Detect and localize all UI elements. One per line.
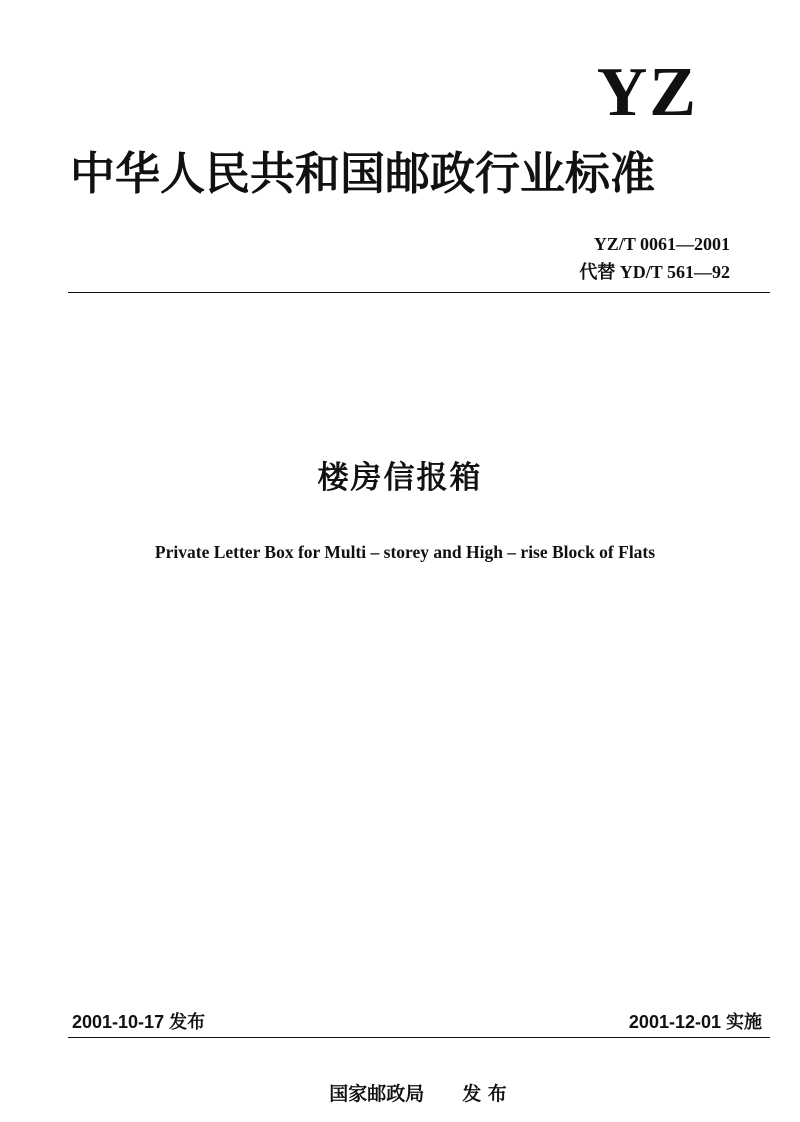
document-title-chinese: 楼房信报箱: [317, 460, 483, 496]
publisher: 国家邮政局 发 布: [329, 1083, 507, 1105]
standard-number: YZ/T 0061—2001: [593, 234, 730, 254]
replaces-standard: 代替 YD/T 561—92: [579, 262, 730, 282]
standard-category-title: 中华人民共和国邮政行业标准: [70, 147, 656, 200]
document-title-english: Private Letter Box for Multi – storey and High – rise Block of Flats: [154, 542, 656, 562]
publish-date: 2001-10-17 发布: [72, 1012, 206, 1032]
bottom-divider: [68, 1037, 770, 1038]
yz-logo: YZ: [596, 54, 698, 131]
implement-date: 2001-12-01 实施: [628, 1012, 762, 1032]
top-divider: [68, 292, 770, 293]
